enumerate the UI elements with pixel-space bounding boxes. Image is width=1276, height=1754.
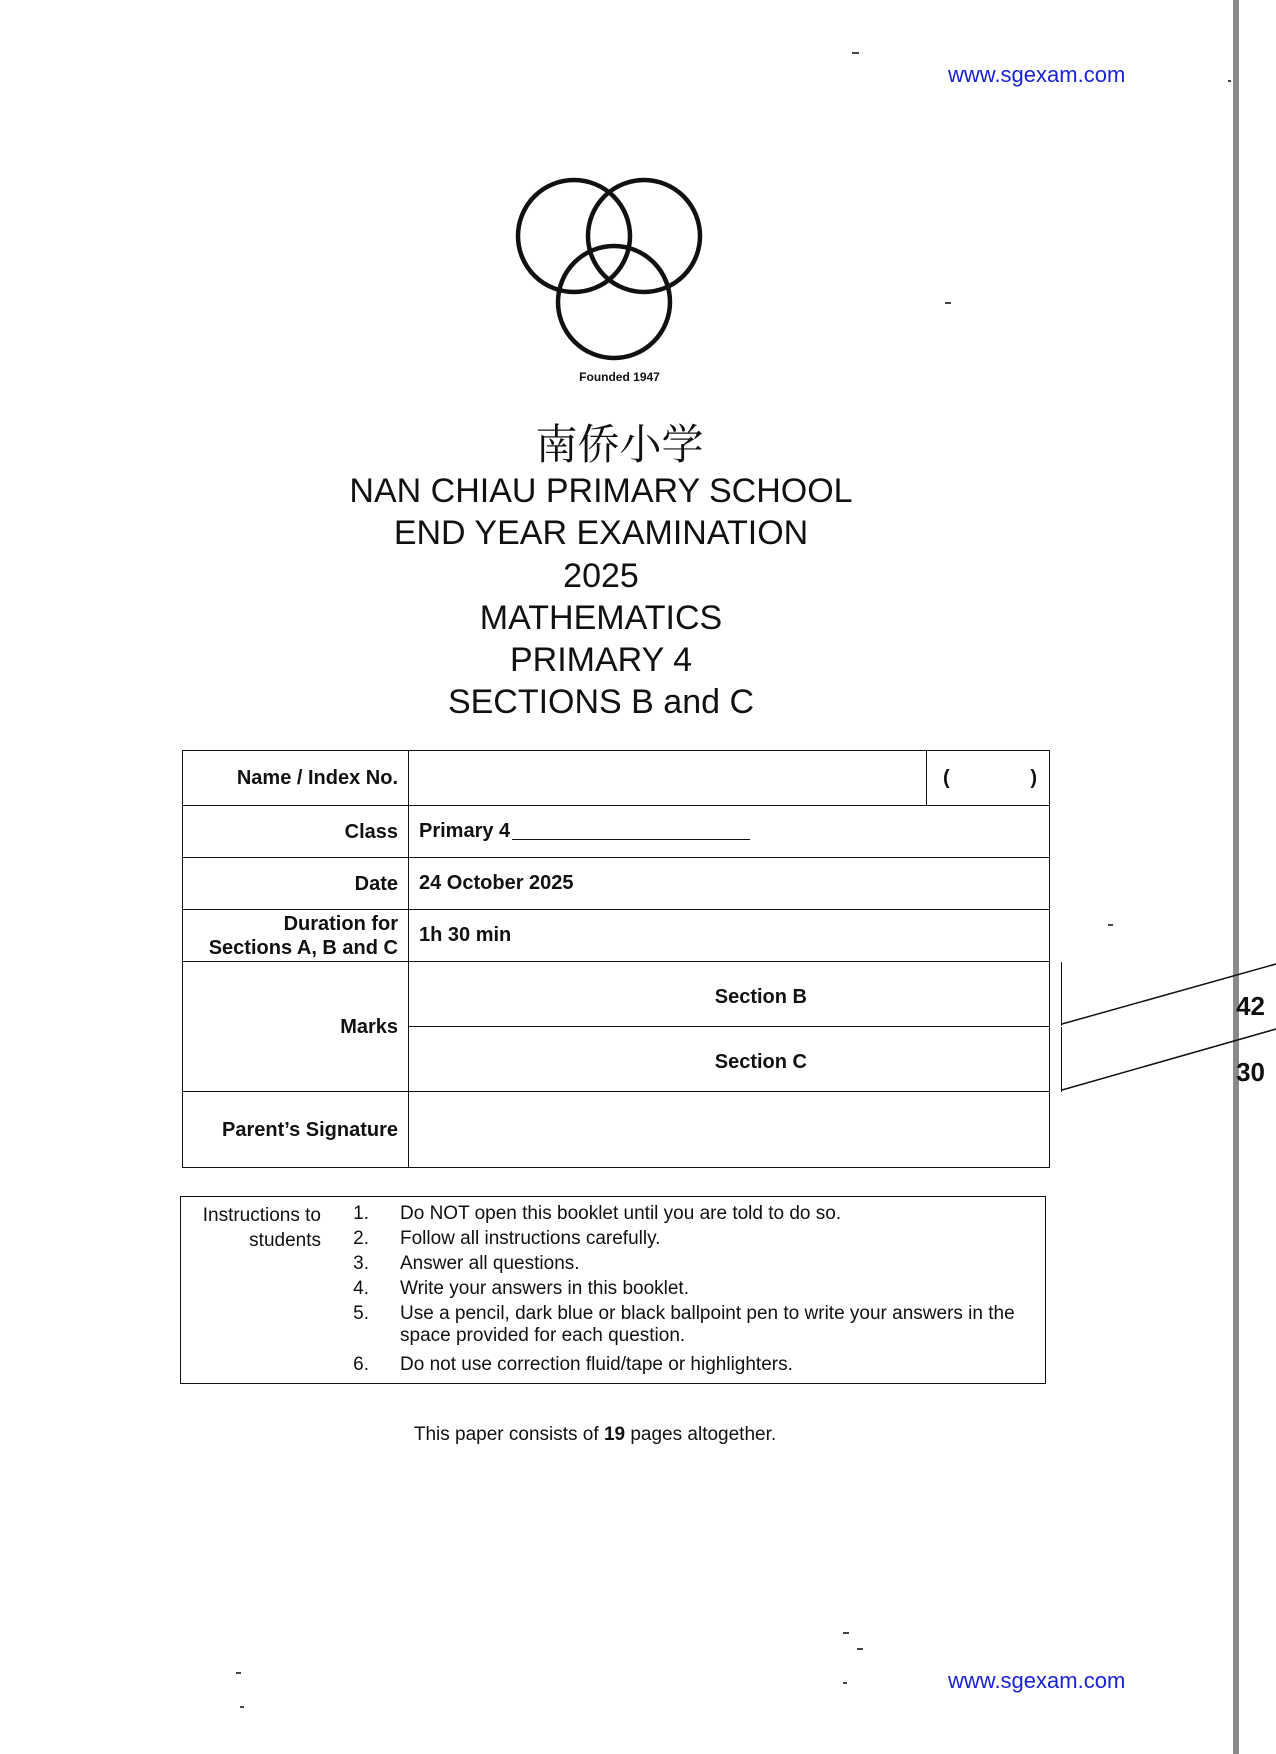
instruction-text: Do NOT open this booklet until you are told to do so. — [400, 1203, 842, 1224]
scan-edge — [1233, 0, 1239, 1754]
founded-year: Founded 1947 — [579, 370, 660, 384]
duration-label: Duration for Sections A, B and C — [183, 910, 409, 961]
signature-row — [183, 1092, 1049, 1168]
name-field[interactable] — [419, 751, 919, 805]
instruction-number: 6. — [353, 1354, 369, 1375]
watermark-top: www.sgexam.com — [948, 62, 1126, 87]
signature-label: Parent’s Signature — [183, 1092, 409, 1168]
scan-speck — [236, 1672, 241, 1674]
duration-value: 1h 30 min — [419, 924, 512, 946]
date-row — [183, 858, 1049, 910]
index-open-paren: ( — [943, 766, 950, 789]
watermark-bottom: www.sgexam.com — [948, 1668, 1126, 1693]
marks-row — [183, 962, 1265, 1092]
scan-speck — [843, 1632, 849, 1634]
section-c-total: 30 — [1236, 1057, 1265, 1087]
marks-label: Marks — [183, 962, 409, 1091]
instruction-text: Answer all questions. — [400, 1253, 580, 1274]
page-count-suffix: pages altogether. — [630, 1424, 777, 1445]
class-row — [183, 806, 1049, 858]
class-blank-line — [512, 823, 750, 840]
school-name-chinese: 南侨小学 — [535, 420, 704, 469]
section-b-total: 42 — [1236, 991, 1265, 1021]
duration-row — [183, 910, 1049, 962]
section-b-label: Section B — [714, 986, 807, 1008]
instruction-text: Write your answers in this booklet. — [400, 1278, 689, 1299]
school-name: NAN CHIAU PRIMARY SCHOOL — [349, 472, 853, 510]
name-row — [183, 751, 1049, 806]
scan-speck — [1108, 924, 1113, 926]
student-info-table — [182, 750, 1265, 1168]
exam-title: END YEAR EXAMINATION — [393, 514, 809, 552]
instruction-number: 5. — [353, 1303, 369, 1324]
class-label: Class — [183, 806, 409, 857]
instructions-label: Instructions to students — [202, 1205, 321, 1251]
class-value: Primary 4 — [419, 820, 511, 842]
section-b-score-box[interactable] — [1061, 962, 1275, 1026]
scan-speck — [1228, 80, 1231, 82]
scan-speck — [843, 1682, 847, 1684]
page-count-note — [0, 1424, 1190, 1446]
instruction-number: 3. — [353, 1253, 369, 1274]
index-close-paren: ) — [1030, 766, 1037, 789]
instructions-box — [180, 1196, 1046, 1384]
instruction-text: Follow all instructions carefully. — [400, 1228, 661, 1249]
signature-field[interactable] — [419, 1092, 1019, 1168]
scan-speck — [852, 52, 859, 54]
instruction-text: Do not use correction fluid/tape or highlighters. — [400, 1354, 793, 1375]
level-title: PRIMARY 4 — [509, 641, 693, 679]
instruction-number: 1. — [353, 1203, 369, 1224]
scan-speck — [945, 302, 951, 304]
instruction-text: Use a pencil, dark blue or black ballpoint pen to write your answers in the space provided for each question. — [400, 1303, 1015, 1346]
page-count-prefix: This paper consists of — [413, 1424, 599, 1445]
date-value: 24 October 2025 — [419, 872, 574, 894]
instruction-number: 2. — [353, 1228, 369, 1249]
scan-speck — [240, 1706, 244, 1708]
subject-title: MATHEMATICS — [479, 599, 723, 637]
exam-year: 2025 — [563, 557, 639, 595]
three-rings-logo-icon — [510, 170, 720, 370]
sections-title: SECTIONS B and C — [447, 683, 755, 721]
section-c-label: Section C — [714, 1051, 807, 1073]
date-label: Date — [183, 858, 409, 909]
name-label: Name / Index No. — [183, 751, 409, 805]
index-number-field[interactable] — [926, 751, 1049, 805]
scan-speck — [857, 1648, 863, 1650]
section-b-marks — [409, 962, 1265, 1027]
page-count: 19 — [603, 1424, 626, 1445]
class-field[interactable] — [419, 806, 750, 857]
section-c-marks — [409, 1027, 1265, 1092]
instruction-number: 4. — [353, 1278, 369, 1299]
section-c-score-box[interactable] — [1061, 1027, 1275, 1092]
